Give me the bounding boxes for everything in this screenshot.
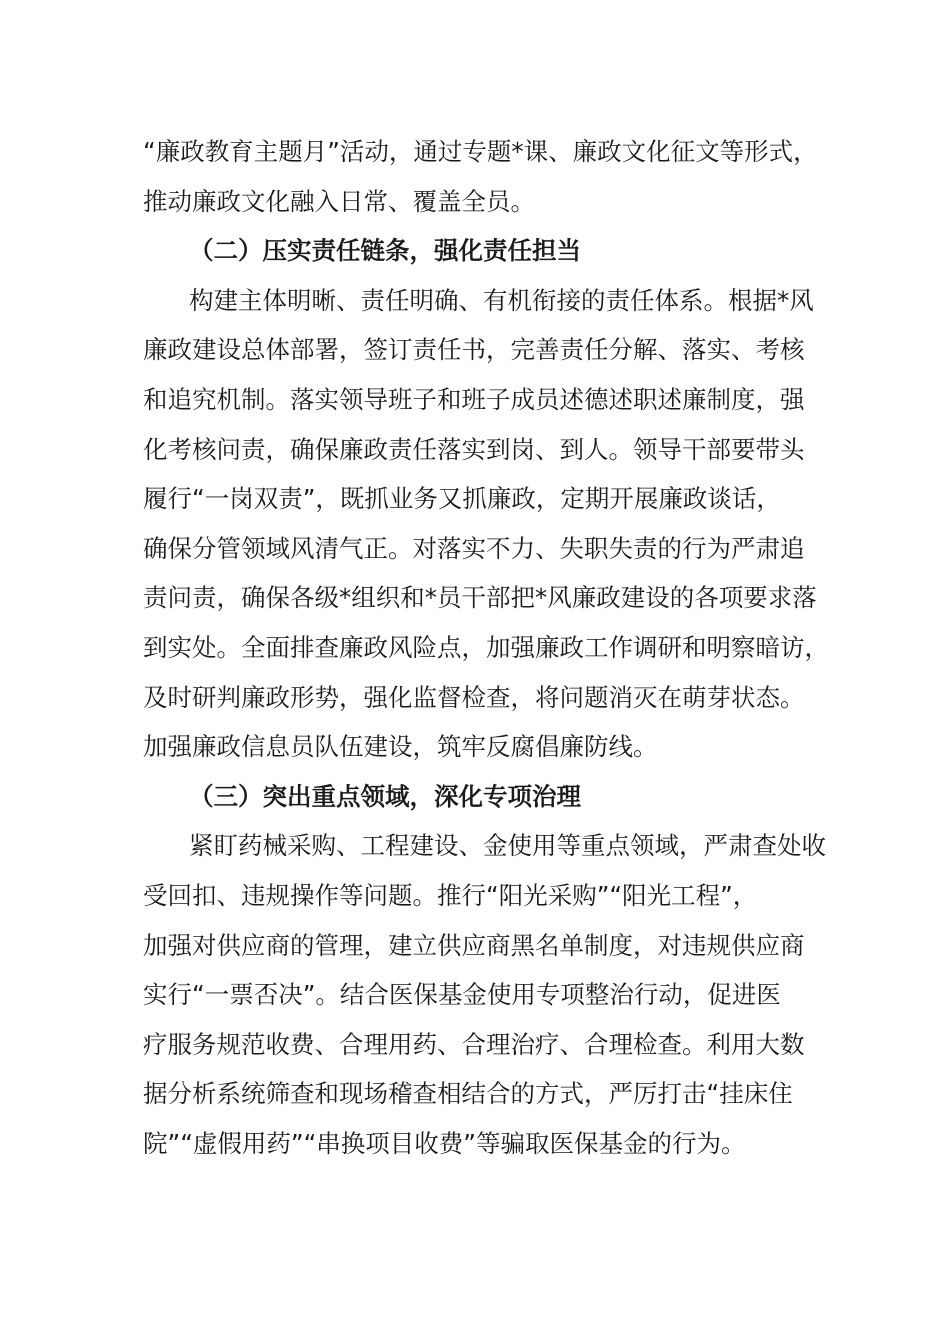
paragraph-line: 构建主体明晰、责任明确、有机衔接的责任体系。根据*风 <box>189 285 814 315</box>
paragraph-line: 据分析系统筛查和现场稽查相结合的方式，严厉打击“挂床住 <box>143 1079 793 1109</box>
intro-line-1: “廉政教育主题月”活动，通过专题*课、廉政文化征文等形式， <box>143 137 818 166</box>
paragraph-line: 履行“一岗双责”，既抓业务又抓廉政，定期开展廉政谈话， <box>143 484 781 514</box>
paragraph-line: 及时研判廉政形势，强化监督检查，将问题消灭在萌芽状态。 <box>143 682 805 712</box>
paragraph-line: 化考核问责，确保廉政责任落实到岗、到人。领导干部要带头 <box>143 434 805 464</box>
section-heading-3: （三）突出重点领域，深化专项治理 <box>189 781 581 811</box>
paragraph-line: 受回扣、违规操作等问题。推行“阳光采购”“阳光工程”， <box>143 880 758 910</box>
paragraph-line: 到实处。全面排查廉政风险点，加强廉政工作调研和明察暗访， <box>143 632 829 662</box>
paragraph-line: 确保分管领域风清气正。对落实不力、失职失责的行为严肃追 <box>143 533 805 563</box>
paragraph-line: 加强对供应商的管理，建立供应商黑名单制度，对违规供应商 <box>143 930 805 960</box>
intro-line-2: 推动廉政文化融入日常、覆盖全员。 <box>143 186 535 216</box>
paragraph-line: 责问责，确保各级*组织和*员干部把*风廉政建设的各项要求落 <box>143 583 817 613</box>
paragraph-line: 紧盯药械采购、工程建设、金使用等重点领域，严肃查处收 <box>189 831 826 861</box>
section-heading-2: （二）压实责任链条，强化责任担当 <box>189 236 581 266</box>
paragraph-line: 加强廉政信息员队伍建设，筑牢反腐倡廉防线。 <box>143 732 658 762</box>
paragraph-line: 实行“一票否决”。结合医保基金使用专项整治行动，促进医 <box>143 980 781 1010</box>
paragraph-line: 院”“虚假用药”“串换项目收费”等骗取医保基金的行为。 <box>143 1128 746 1158</box>
paragraph-line: 疗服务规范收费、合理用药、合理治疗、合理检查。利用大数 <box>143 1029 805 1059</box>
paragraph-line: 和追究机制。落实领导班子和班子成员述德述职述廉制度，强 <box>143 384 805 414</box>
document-body <box>143 127 829 1168</box>
paragraph-line: 廉政建设总体部署，签订责任书，完善责任分解、落实、考核 <box>143 335 805 365</box>
